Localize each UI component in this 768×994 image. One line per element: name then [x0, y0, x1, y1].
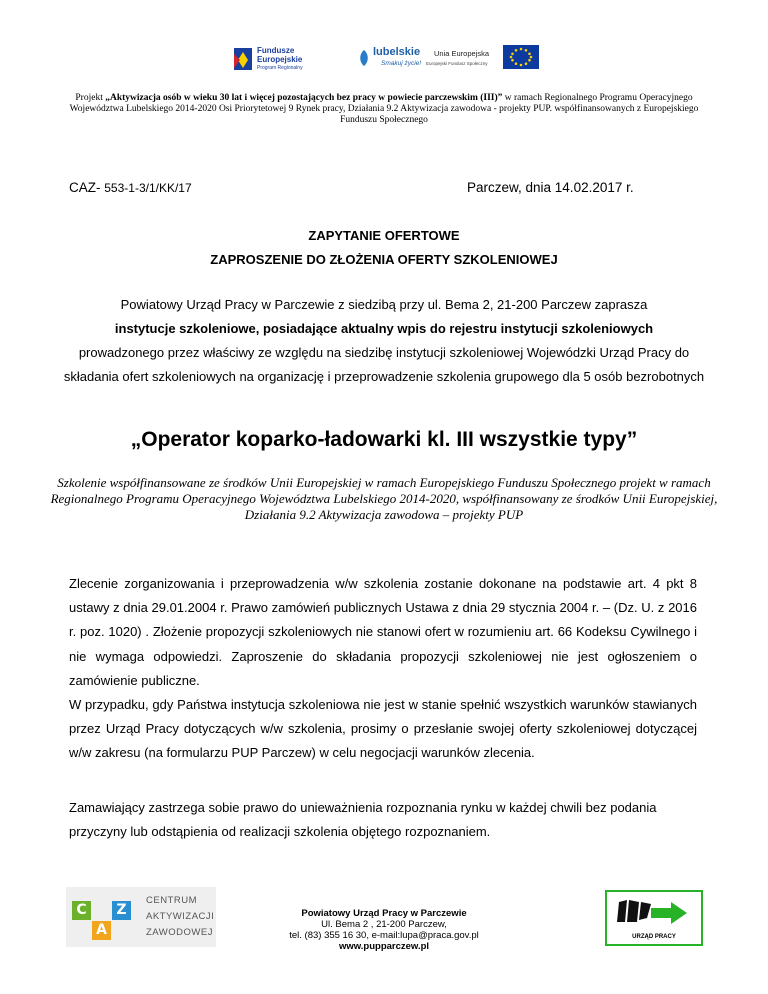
cofunding-note: Szkolenie współfinansowane ze środków Unii Europejskiej w ramach Europejskiego Funduszu Społecznego projekt w ramach Regionalnego Programu Operacyjnego Województwa Lubelskiego 2014-2020, współfinansowany ze środków Unii Europejskiej, Działania 9.2 Aktywizacja zawodowa – projekty PUP — [50, 475, 718, 522]
closing-paragraph: Zamawiający zastrzega sobie prawo do unieważnienia rozpoznania rynku w każdej chwili bez podania przyczyny lub odstąpienia od realizacji szkolenia objętego rozpoznaniem. — [69, 800, 657, 839]
fe-line3: Program Regionalny — [257, 65, 303, 71]
project-suffix: w ramach Regionalnego Programu Operacyjnego Województwa Lubelskiego 2014-2020 Osi Priorytetowej 9 Rynek pracy, Działania 9.2 Aktywizacja zawodowa - projekty PUP. współfinansowanych z Europejskiego Funduszu Społecznego — [69, 93, 699, 125]
place-date: Parczew, dnia 14.02.2017 r. — [467, 180, 634, 195]
intro-line1: Powiatowy Urząd Pracy w Parczewie z siedzibą przy ul. Bema 2, 21-200 Parczew zaprasza — [120, 297, 648, 312]
footer-address: Ul. Bema 2 , 21-200 Parczew, — [321, 919, 447, 930]
caz-logo — [66, 887, 216, 947]
footer-contact — [220, 908, 548, 952]
caz-letter-c: C — [72, 901, 91, 920]
caz-word1: CENTRUM — [146, 895, 197, 906]
urzad-pracy-logo — [605, 890, 703, 946]
lubelskie-text: lubelskie — [373, 46, 421, 58]
document-title: ZAPYTANIE OFERTOWE — [308, 228, 460, 243]
eu-flag-icon — [503, 45, 539, 69]
fe-line1: Fundusze — [257, 46, 295, 55]
caz-words — [146, 893, 214, 941]
fundusze-europejskie-logo — [232, 44, 340, 74]
footer-website: www.pupparczew.pl — [338, 941, 430, 952]
urzad-pracy-label: URZĄD PRACY — [632, 934, 676, 940]
footer-contact-line: tel. (83) 355 16 30, e-mail:lupa@praca.gov.pl — [289, 930, 479, 941]
body-paragraph-2: W przypadku, gdy Państwa instytucja szkoleniowa nie jest w stanie spełnić wszystkich warunków stawianych przez Urząd Pracy dotyczących w/w szkolenia, prosimy o przesłanie swojej oferty szkoleniowej dotyczącej w/w zakresu (na formularzu PUP Parczew) w celu negocjacji warunków zlecenia. — [69, 697, 697, 761]
footer-org: Powiatowy Urząd Pracy w Parczewie — [301, 908, 467, 919]
project-title: „Aktywizacja osób w wieku 30 lat i więcej pozostających bez pracy w powiecie parczewskim (III)” — [105, 93, 503, 103]
lubelskie-leaf-icon — [357, 48, 371, 68]
project-prefix: Projekt — [75, 93, 106, 103]
eu-stars-icon — [503, 45, 539, 69]
case-number-label: CAZ- — [69, 180, 105, 195]
intro-line2: instytucje szkoleniowe, posiadające aktualny wpis do rejestru instytucji szkoleniowych — [114, 321, 654, 336]
caz-letter-a: A — [92, 921, 111, 940]
caz-word2: AKTYWIZACJI — [146, 911, 215, 922]
ue-line2: Europejski Fundusz Społeczny — [426, 61, 488, 66]
body-text — [69, 572, 697, 766]
caz-word3: ZAWODOWEJ — [146, 927, 213, 938]
intro-line3: prowadzonego przez właściwy ze względu na siedzibę instytucji szkoleniowej Wojewódzki Urząd Pracy do składania ofert szkoleniowych na organizację i przeprowadzenie szkolenia grupowego dla 5 osób bezrobotnych — [63, 345, 705, 384]
case-number-value: 553-1-3/1/KK/17 — [104, 181, 192, 195]
intro-paragraph — [60, 293, 708, 389]
urzad-pracy-arrow-icon — [607, 892, 701, 932]
case-number — [69, 180, 192, 195]
lubelskie-slogan: Smakuj życie! — [381, 60, 422, 67]
ue-line1: Unia Europejska — [434, 49, 490, 58]
document-subtitle: ZAPROSZENIE DO ZŁOŻENIA OFERTY SZKOLENIOWEJ — [210, 252, 558, 267]
body-paragraph-1: Zlecenie zorganizowania i przeprowadzenia w/w szkolenia zostanie dokonane na podstawie art. 4 pkt 8 ustawy z dnia 29.01.2004 r. Prawo zamówień publicznych Ustawa z dnia 29 stycznia 2004 r. – (Dz. U. z 2016 r. poz. 1020) . Złożenie propozycji szkoleniowych nie stanowi ofert w rozumieniu art. 66 Kodeksu Cywilnego i nie wymaga odpowiedzi. Zaproszenie do składania propozycji szkoleniowej nie jest ogłoszeniem o zamówienie publiczne. — [69, 576, 697, 688]
project-header — [60, 93, 708, 126]
fe-line2: Europejskie — [257, 55, 303, 64]
funding-logos-strip — [0, 38, 768, 78]
course-name: „Operator koparko-ładowarki kl. III wszystkie typy” — [130, 428, 638, 451]
caz-letter-z: Z — [112, 901, 131, 920]
fe-stars-icon — [232, 46, 254, 72]
